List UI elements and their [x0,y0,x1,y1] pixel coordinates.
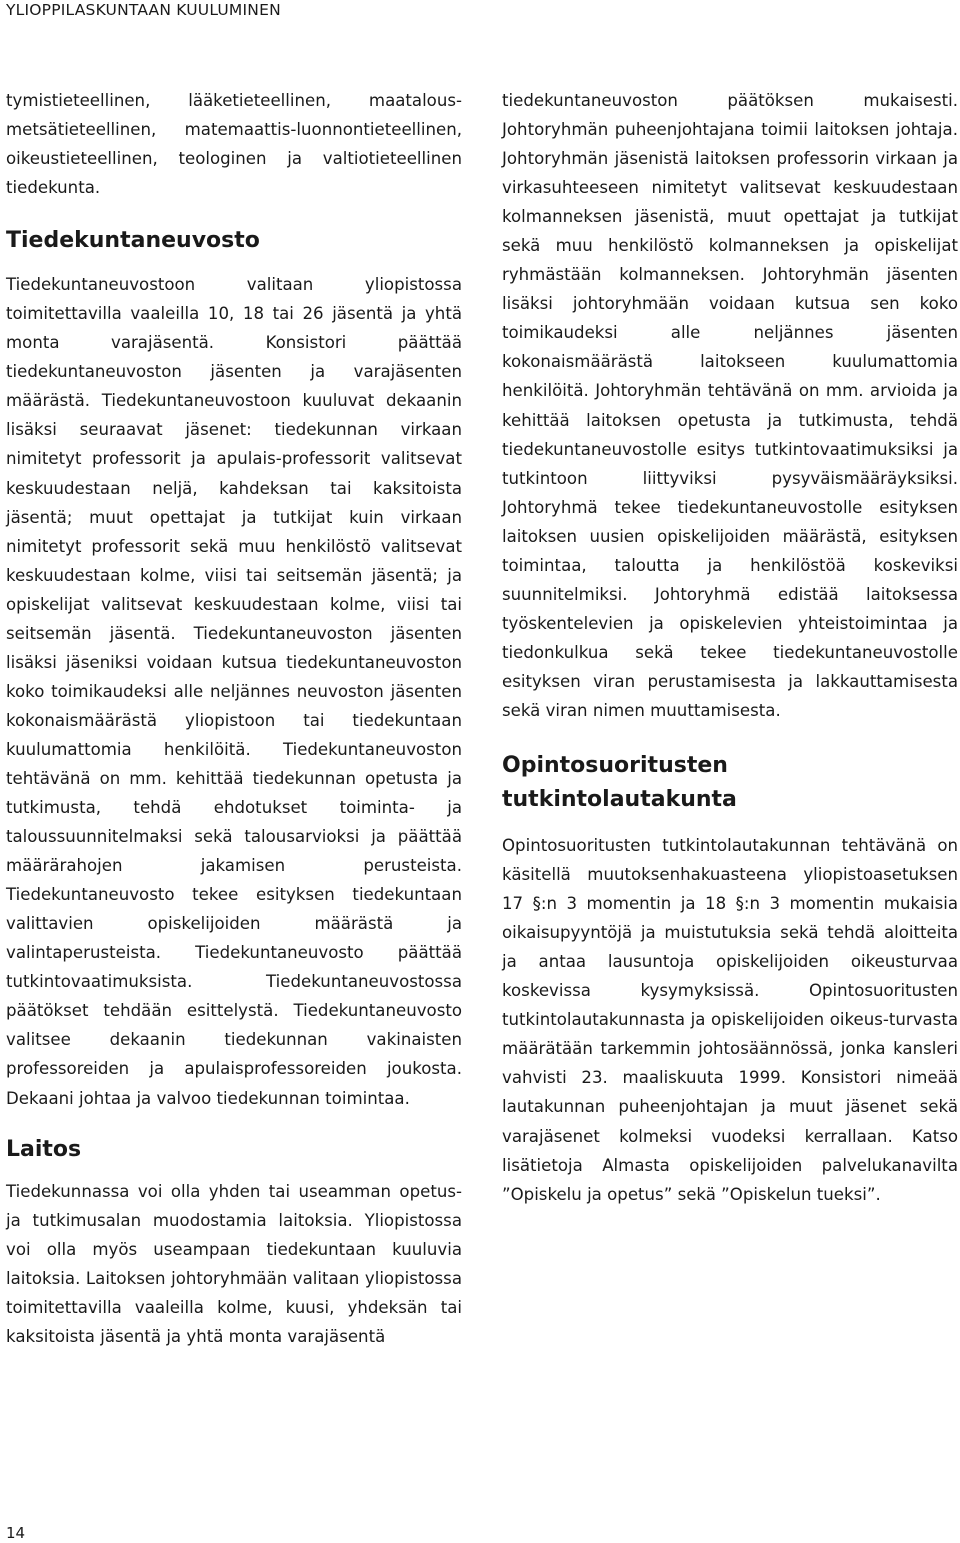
left-column [6,86,462,1351]
section-heading-laitos: Laitos [6,1136,82,1162]
tiedekuntaneuvosto-paragraph: Tiedekuntaneuvostoon valitaan yliopistossa toimitettavilla vaaleilla 10, 18 tai 26 jäsentä ja yhtä monta varajäsentä. Konsistori päättää tiedekuntaneuvoston jäsenten ja varajäsenten määrästä. Tiedekuntaneuvostoon kuuluvat dekaanin lisäksi seuraavat jäsenet: tiedekunnan virkaan nimitetyt professorit ja apulais-professorit valitsevat keskuudestaan neljä, kahdeksan tai kaksitoista jäsentä; muut opettajat ja tutkijat kuin virkaan nimitetyt professorit sekä muu henkilöstö valitsevat keskuudestaan kolme, viisi tai seitsemän jäsentä; ja opiskelijat valitsevat keskuudestaan kolme, viisi tai seitsemän jäsentä. Tiedekuntaneuvoston jäsenten lisäksi jäseniksi voidaan kutsua tiedekuntaneuvoston koko toimikaudeksi alle neljännes neuvoston jäsenten kokonaismäärästä yliopistoon tai tiedekuntaan kuulumattomia henkilöitä. Tiedekuntaneuvoston tehtävänä on mm. kehittää tiedekunnan opetusta ja tutkimusta, tehdä ehdotukset toiminta- ja taloussuunnitelmaksi sekä talousarvioksi ja päättää määrärahojen jakamisen perusteista. Tiedekuntaneuvosto tekee esityksen tiedekuntaan valittavien opiskelijoiden määrästä ja valintaperusteista. Tiedekuntaneuvosto päättää tutkintovaatimuksista. Tiedekuntaneuvostossa päätökset tehdään esittelystä. Tiedekuntaneuvosto valitsee dekaanin tiedekunnan vakinaisten professoreiden ja apulaisprofessoreiden joukosta. Dekaani johtaa ja valvoo tiedekunnan toimintaa. [6,275,462,1108]
right-column [502,86,958,1209]
laitos-paragraph: Tiedekunnassa voi olla yhden tai useamman opetus- ja tutkimusalan muodostamia laitoksia. Yliopistossa voi olla myös useampaan tiedekuntaan kuuluvia laitoksia. Laitoksen johtoryhmään valitaan yliopistossa toimitettavilla vaaleilla kolme, kuusi, yhdeksän tai kaksitoista jäsentä ja yhtä monta varajäsentä [6,1181,462,1346]
heading-line-1: Opintosuoritusten [502,753,728,779]
section-heading-tutkintolautakunta [502,749,958,817]
intro-paragraph: tymistieteellinen, lääketieteellinen, maatalous-metsätieteellinen, matemaattis-luonnontieteellinen, oikeustieteellinen, teologinen ja valtiotieteellinen tiedekunta. [6,91,462,198]
section-heading-tiedekuntaneuvosto: Tiedekuntaneuvosto [6,228,260,254]
tutkintolautakunta-paragraph: Opintosuoritusten tutkintolautakunnan tehtävänä on käsitellä muutoksenhakuasteena yliopistoasetuksen 17 §:n 3 momentin ja 18 §:n 3 momentin mukaisia oikaisupyyntöjä ja muistutuksia sekä tehdä aloitteita ja antaa lausuntoja opiskelijoiden oikeusturvaa koskevissa kysymyksissä. Opintosuoritusten tutkintolautakunnasta ja opiskelijoiden oikeus-turvasta määrätään tarkemmin johtosäännössä, jonka kansleri vahvisti 23. maaliskuuta 1999. Konsistori nimeää lautakunnan puheenjohtajan ja muut jäsenet sekä varajäsenet kolmeksi vuodeksi kerrallaan. Katso lisätietoja Almasta opiskelijoiden palvelukanavilta ”Opiskelu ja opetus” sekä ”Opiskelun tueksi”. [502,836,958,1204]
laitos-continuation-paragraph: tiedekuntaneuvoston päätöksen mukaisesti. Johtoryhmän puheenjohtajana toimii laitoksen johtaja. Johtoryhmän jäsenistä laitoksen professorin virkaan ja virkasuhteeseen nimitetyt valitsevat keskuudestaan kolmanneksen jäsenistä, muut opettajat ja tutkijat sekä muu henkilöstö kolmanneksen ja opiskelijat ryhmästään kolmanneksen. Johtoryhmän jäsenten lisäksi johtoryhmään voidaan kutsua sen koko toimikaudeksi alle neljännes jäsenten kokonaismäärästä laitokseen kuulumattomia henkilöitä. Johtoryhmän tehtävänä on mm. arvioida ja kehittää laitoksen opetusta ja tutkimusta, tehdä tiedekuntaneuvostolle esitys tutkintovaatimuksiksi ja tutkintoon liittyviksi pysyväismääräyksiksi. Johtoryhmä tekee tiedekuntaneuvostolle esityksen laitoksen uusien opiskelijoiden määrästä, esityksen toimintaa, taloutta ja henkilöstöä koskeviksi suunnitelmiksi. Johtoryhmä edistää laitoksessa työskentelevien ja opiskelevien yhteistoimintaa ja tiedonkulkua sekä tekee tiedekuntaneuvostolle esityksen viran perustamisesta ja lakkauttamisesta sekä viran nimen muuttamisesta. [502,91,958,720]
heading-line-2: tutkintolautakunta [502,787,737,813]
page-number: 14 [6,1524,26,1542]
running-head: YLIOPPILASKUNTAAN KUULUMINEN [6,1,281,19]
